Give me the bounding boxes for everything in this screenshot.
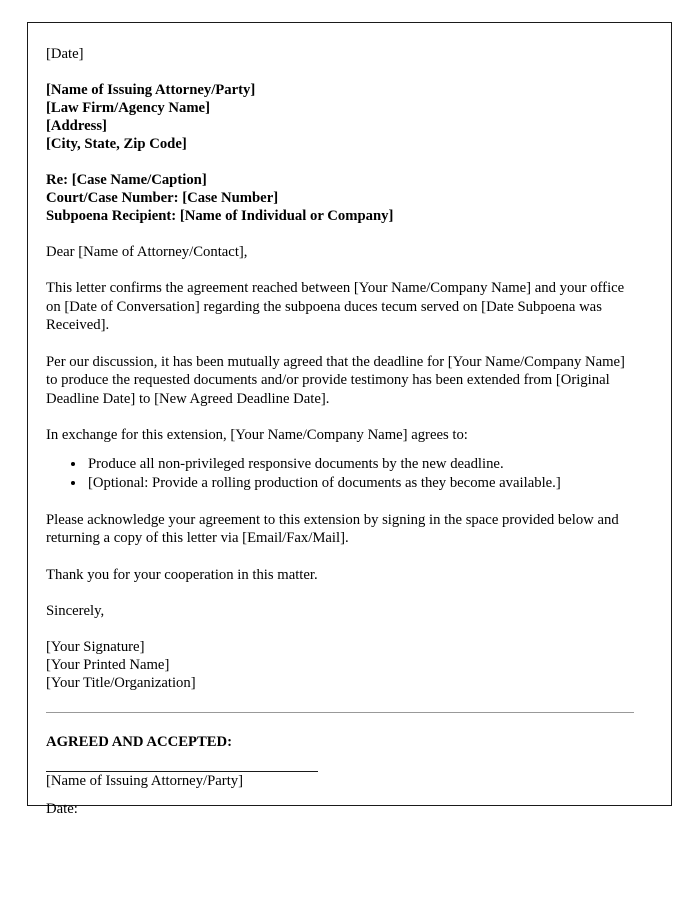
letter-body <box>46 45 638 817</box>
spacer <box>46 408 638 426</box>
spacer <box>46 548 638 566</box>
paragraph-extension-terms: Per our discussion, it has been mutually agreed that the deadline for [Your Name/Company Name] to produce the requested documents and/or provide testimony has been extended from [Original Deadline Date] to [New Agreed Deadline Date]. <box>46 353 625 407</box>
letter-page <box>27 22 672 817</box>
spacer <box>46 713 638 733</box>
salutation: Dear [Name of Attorney/Contact], <box>46 244 248 260</box>
spacer <box>46 584 638 602</box>
spacer <box>46 445 638 455</box>
paragraph-exchange-intro: In exchange for this extension, [Your Name/Company Name] agrees to: <box>46 427 468 443</box>
reference-subpoena-recipient: Subpoena Recipient: [Name of Individual or Company] <box>46 208 394 224</box>
recipient-attorney-name: [Name of Issuing Attorney/Party] <box>46 82 256 98</box>
paragraph-thanks: Thank you for your cooperation in this matter. <box>46 566 318 583</box>
list-item: • [Optional: Provide a rolling production of documents as they become available.] <box>86 474 638 493</box>
recipient-address: [Address] <box>46 118 107 134</box>
spacer <box>46 493 638 511</box>
agreed-date-clipped <box>46 800 638 817</box>
paragraph-confirmation: This letter confirms the agreement reached between [Your Name/Company Name] and your office on [Date of Conversation] regarding the subpoena duces tecum served on [Date Subpoena was Received]. <box>46 280 625 333</box>
signature-line-signature: [Your Signature] <box>46 639 145 655</box>
spacer <box>46 261 638 279</box>
paragraph-acknowledgement-request: Please acknowledge your agreement to this extension by signing in the space provided below and returning a copy of this letter via [Email/Fax/Mail]. <box>46 511 619 546</box>
spacer <box>46 692 638 712</box>
agreed-attorney-name: [Name of Issuing Attorney/Party] <box>46 773 244 789</box>
reference-case-name: Re: [Case Name/Caption] <box>46 172 207 188</box>
recipient-city-state-zip: [City, State, Zip Code] <box>46 136 187 152</box>
obligations-list <box>46 455 638 493</box>
spacer <box>46 751 638 771</box>
signature-line-printed-name: [Your Printed Name] <box>46 657 170 673</box>
spacer <box>46 620 638 638</box>
spacer <box>46 63 638 81</box>
spacer <box>46 225 638 243</box>
spacer <box>46 153 638 171</box>
signature-line-title: [Your Title/Organization] <box>46 675 196 691</box>
closing: Sincerely, <box>46 603 105 619</box>
recipient-firm-name: [Law Firm/Agency Name] <box>46 100 210 116</box>
agreed-date-label: Date: <box>46 801 78 817</box>
date-field: [Date] <box>46 46 84 62</box>
list-item: • Produce all non-privileged responsive documents by the new deadline. <box>86 455 638 474</box>
spacer <box>46 790 638 800</box>
reference-case-number: Court/Case Number: [Case Number] <box>46 190 279 206</box>
agreed-heading: AGREED AND ACCEPTED: <box>46 734 233 750</box>
spacer <box>46 335 638 353</box>
